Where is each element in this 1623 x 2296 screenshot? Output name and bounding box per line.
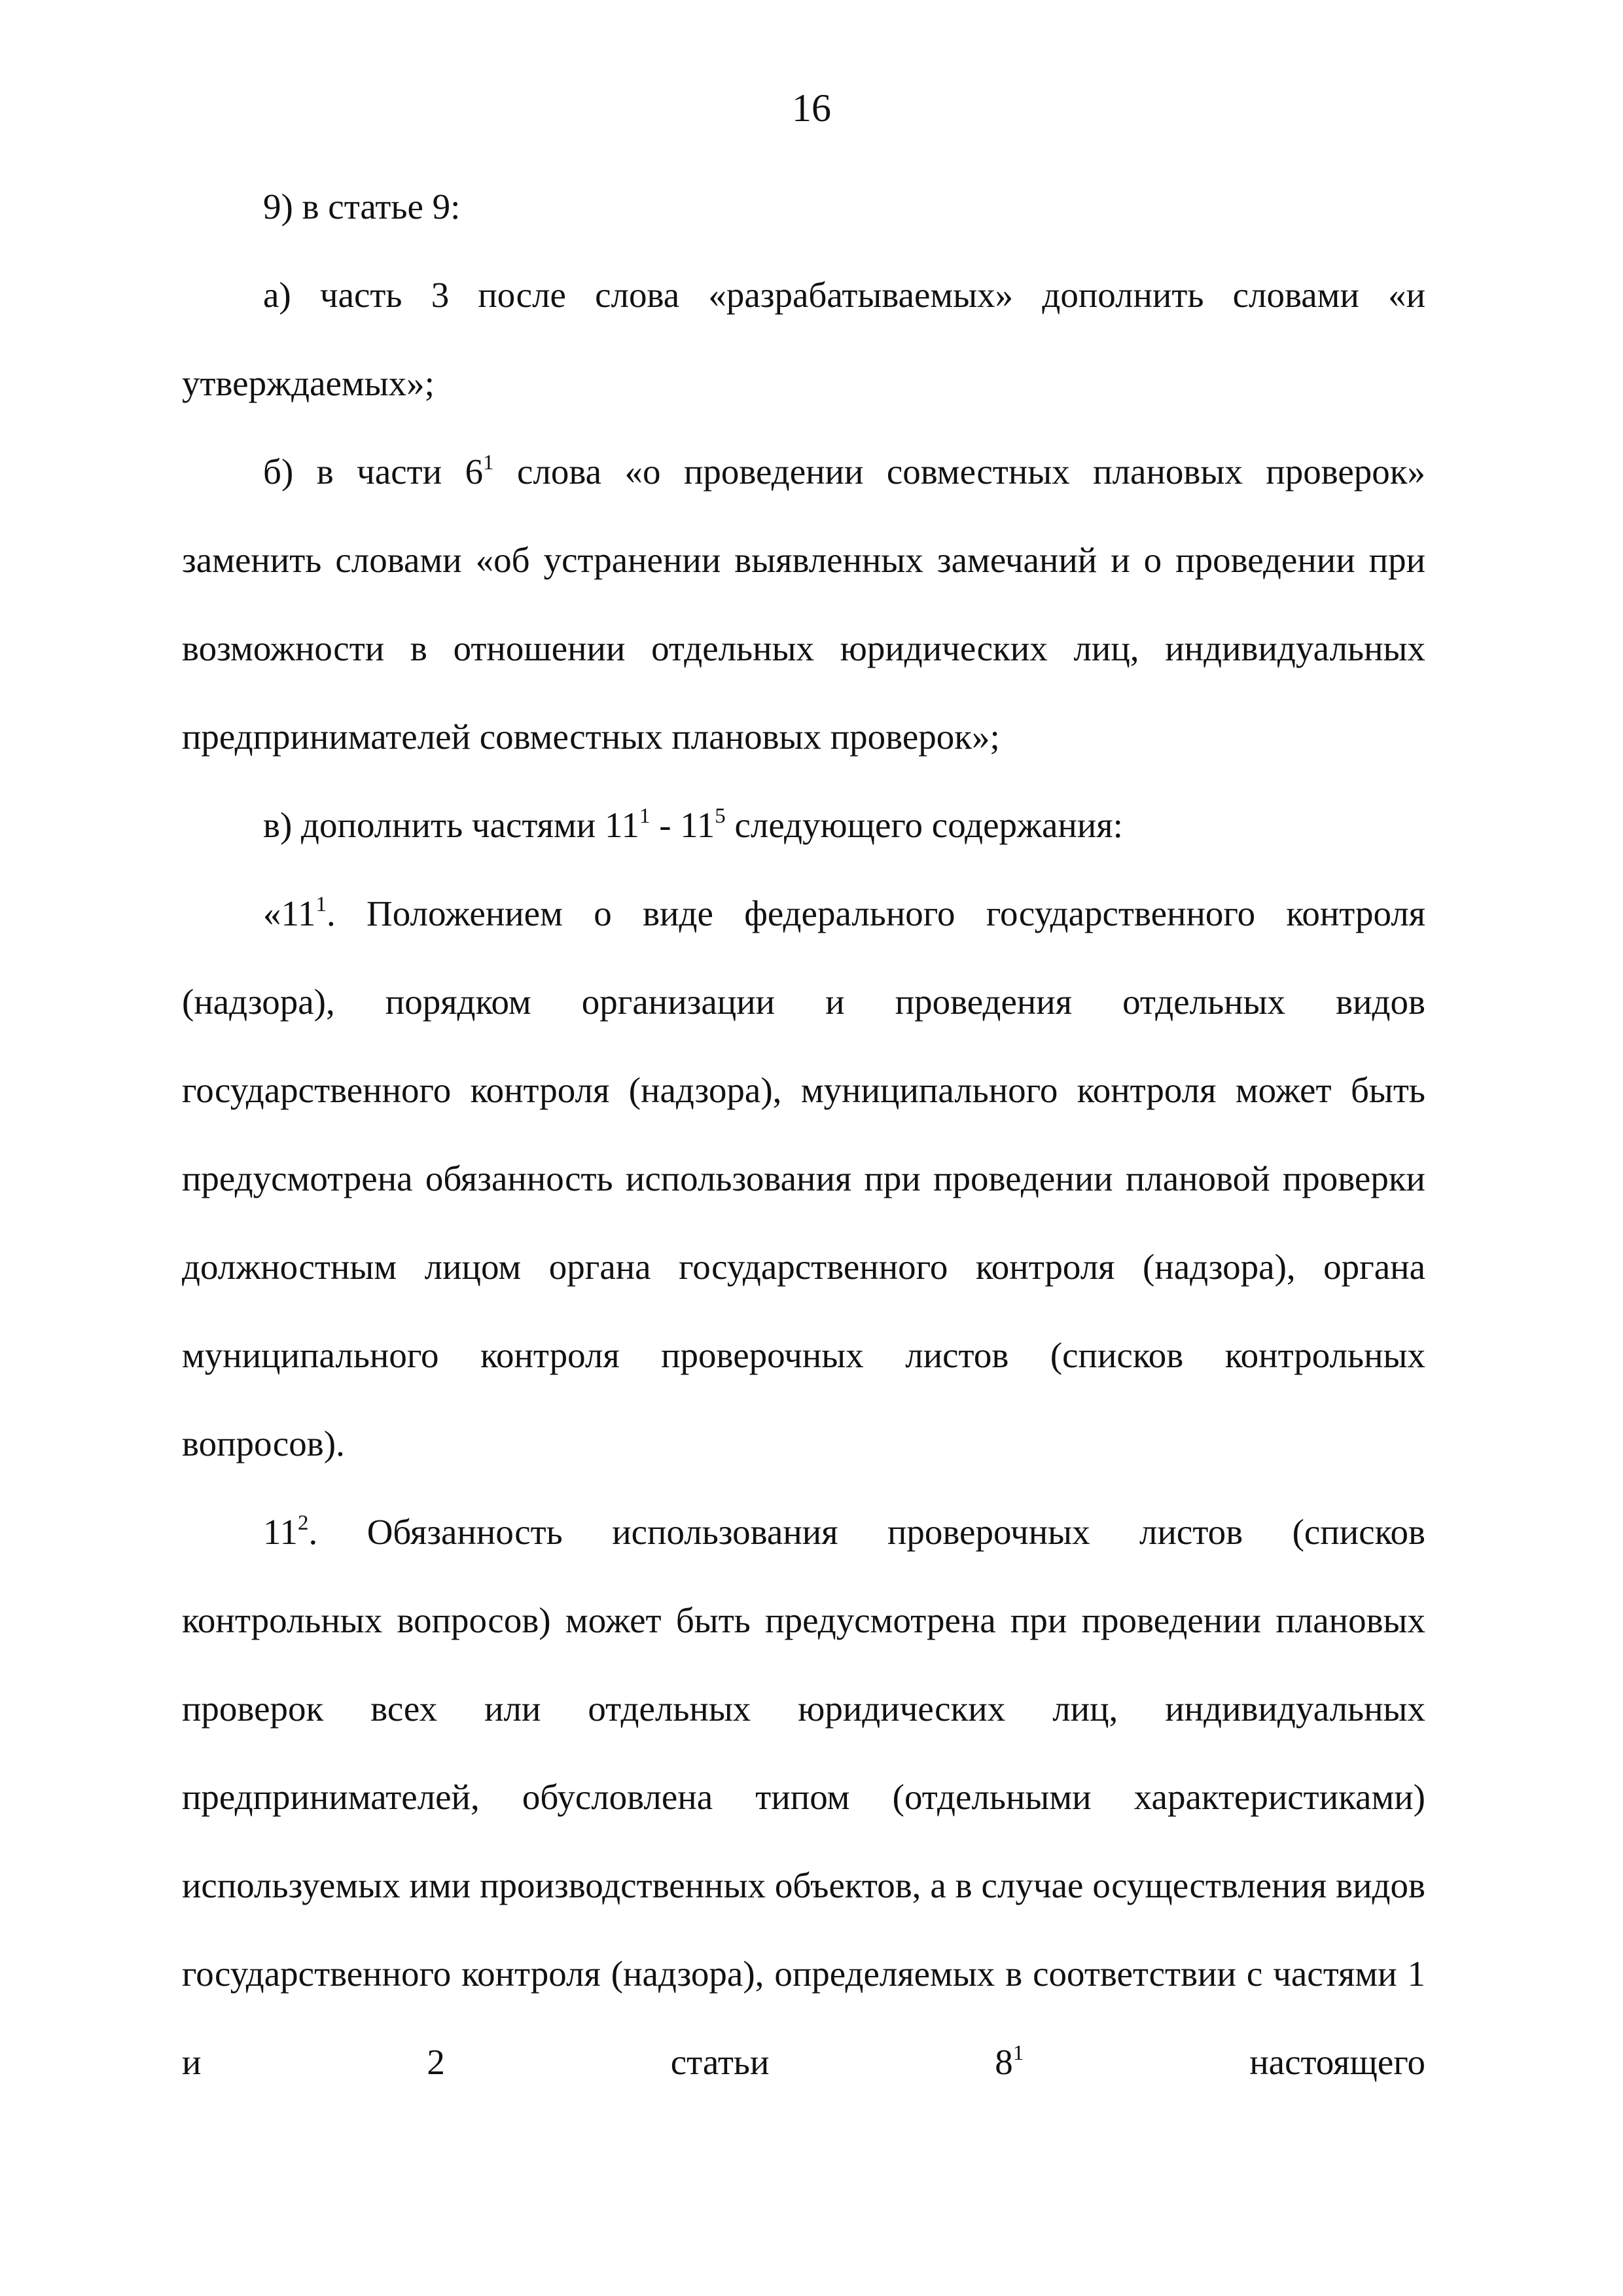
paragraph-text: следующего содержания: [725, 805, 1123, 845]
superscript: 1 [315, 893, 327, 916]
paragraph-text: . Положением о виде федерального государственного контроля (надзора), порядком организации и проведения отдельных видов государственного контроля (надзора), муниципального контроля может быть предусмотрена обязанность использования при проведении плановой проверки должностным лицом органа государственного контроля (надзора), органа муниципального контроля проверочных листов (списков контрольных вопросов). [182, 893, 1425, 1463]
paragraph-text: «11 [263, 893, 316, 933]
paragraph-text: 9) в статье 9: [263, 187, 461, 226]
paragraph-item-b [182, 427, 1425, 781]
superscript: 1 [639, 804, 651, 828]
paragraph-text: настоящего [1024, 2042, 1425, 2082]
paragraph-text: слова «о проведении совместных плановых проверок» заменить словами «об устранении выявленных замечаний и о проведении при возможности в отношении отдельных юридических лиц, индивидуальных предпринимателей совместных плановых проверок»; [182, 452, 1425, 757]
paragraph-text: а) часть 3 после слова «разрабатываемых» дополнить словами «и утверждаемых»; [182, 275, 1425, 403]
superscript: 5 [715, 804, 726, 828]
paragraph-part-11-2 [182, 1488, 1425, 2106]
paragraph-text: . Обязанность использования проверочных листов (списков контрольных вопросов) может быть предусмотрена при проведении плановых проверок всех или отдельных юридических лиц, индивидуальных предпринимателей, обусловлена типом (отдельными характеристиками) используемых ими производственных объектов, а в случае осуществления видов государственного контроля (надзора), определяемых в соответствии с частями 1 и 2 статьи 8 [182, 1512, 1425, 2082]
document-body [182, 162, 1425, 2106]
paragraph-text: б) в части 6 [263, 452, 484, 492]
superscript: 2 [297, 1511, 309, 1535]
paragraph-text: в) дополнить частями 11 [263, 805, 639, 845]
paragraph-part-11-1 [182, 869, 1425, 1488]
paragraph-item-v [182, 781, 1425, 869]
superscript: 1 [483, 451, 494, 475]
paragraph-article-9 [182, 162, 1425, 251]
page-number: 16 [792, 86, 831, 130]
paragraph-text: 11 [263, 1512, 298, 1552]
superscript: 1 [1012, 2041, 1024, 2065]
paragraph-text: - 11 [650, 805, 715, 845]
paragraph-item-a [182, 251, 1425, 427]
